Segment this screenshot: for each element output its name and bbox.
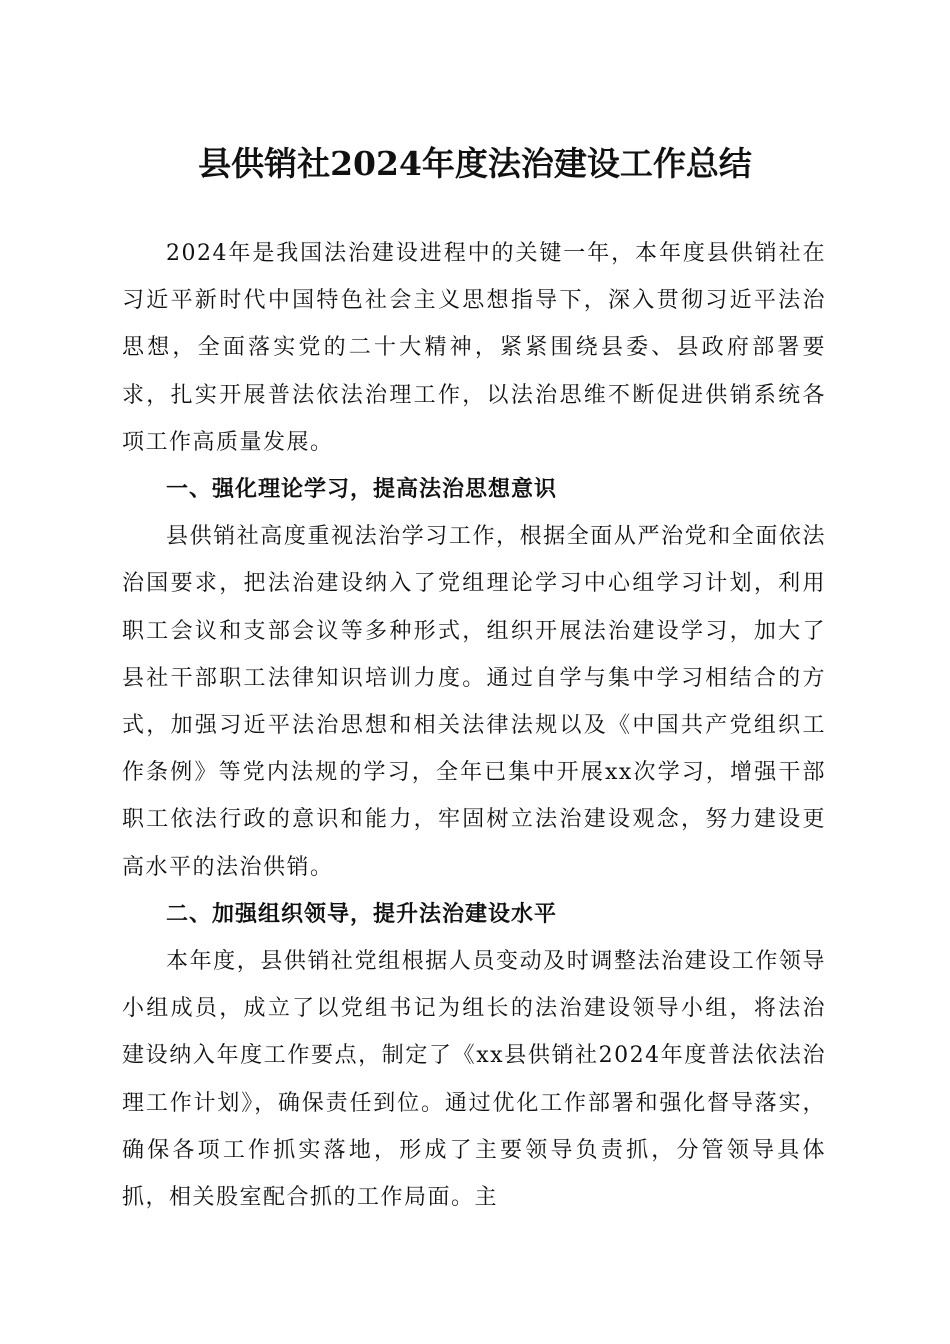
section-paragraph-2: 本年度，县供销社党组根据人员变动及时调整法治建设工作领导小组成员，成立了以党组书记为组长的法治建设领导小组，将法治建设纳入年度工作要点，制定了《xx县供销社2024年度普法依法治理工作计划》，确保责任到位。通过优化工作部署和强化督导落实，确保各项工作抓实落地，形成了主要领导负责抓，分管领导具体抓，相关股室配合抓的工作局面。主 — [122, 949, 826, 1211]
document-title: 县供销社2024年度法治建设工作总结 — [198, 144, 752, 183]
document-body — [122, 230, 826, 1221]
section-paragraph-1: 县供销社高度重视法治学习工作，根据全面从严治党和全面依法治国要求，把法治建设纳入了党组理论学习中心组学习计划，利用职工会议和支部会议等多种形式，组织开展法治建设学习，加大了县社干部职工法律知识培训力度。通过自学与集中学习相结合的方式，加强习近平法治思想和相关法律法规以及《中国共产党组织工作条例》等党内法规的学习，全年已集中开展xx次学习，增强干部职工依法行政的意识和能力，牢固树立法治建设观念，努力建设更高水平的法治供销。 — [122, 524, 826, 880]
section-heading-1: 一、强化理论学习，提高法治思想意识 — [166, 477, 558, 503]
intro-paragraph: 2024年是我国法治建设进程中的关键一年，本年度县供销社在习近平新时代中国特色社会主义思想指导下，深入贯彻习近平法治思想，全面落实党的二十大精神，紧紧围绕县委、县政府部署要求，扎实开展普法依法治理工作，以法治思维不断促进供销系统各项工作高质量发展。 — [122, 241, 826, 455]
section-heading-2: 二、加强组织领导，提升法治建设水平 — [166, 901, 558, 927]
